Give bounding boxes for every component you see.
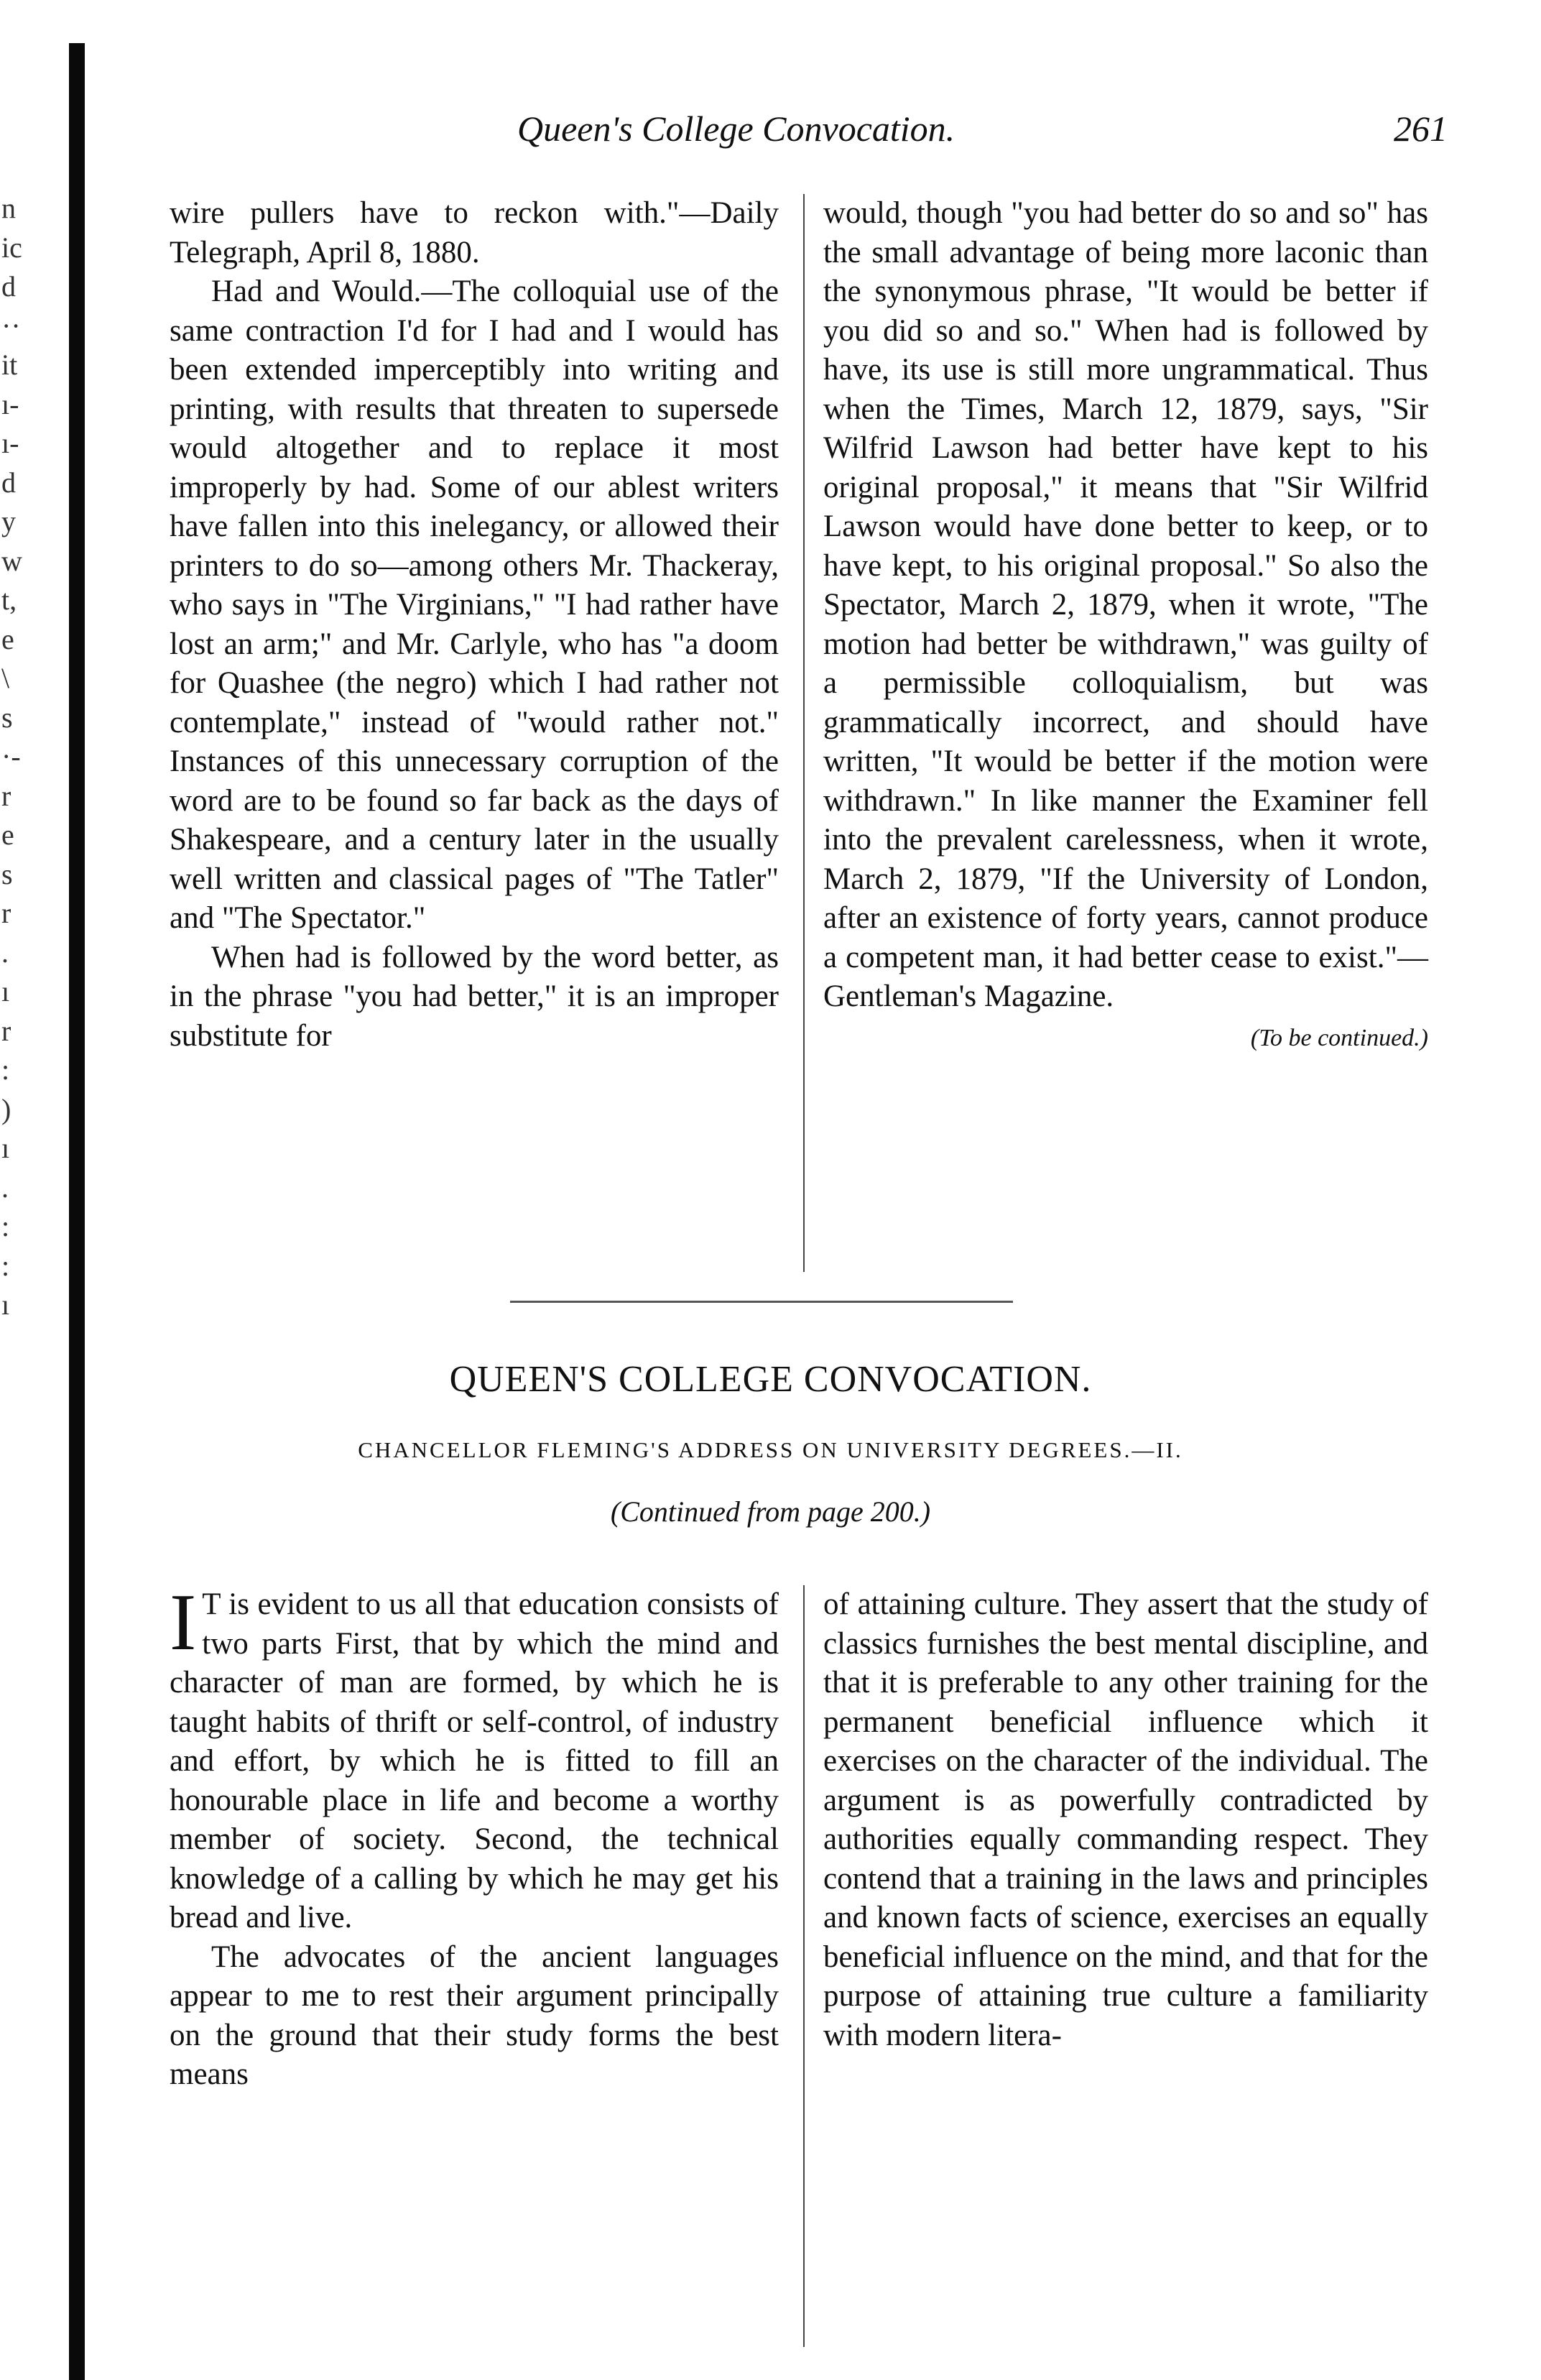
margin-fragment: :	[1, 1249, 10, 1282]
margin-fragment: y	[1, 505, 16, 538]
page-number: 261	[1394, 109, 1448, 149]
article-title: QUEEN'S COLLEGE CONVOCATION.	[449, 1359, 1092, 1400]
column-divider	[803, 194, 805, 1272]
margin-fragment: \	[1, 662, 10, 694]
binding-gutter	[69, 43, 85, 2380]
margin-fragment: s	[1, 857, 13, 890]
margin-fragment: )	[1, 1092, 11, 1125]
paragraph: of attaining culture. They assert that the study of classics furnishes the best mental discipline, and that it is preferable to any other training for the permanent beneficial influence which it exercises on the character of the individual. The argument is as powerfully contradicted by authorities equally commanding respect. They contend that a training in the laws and principles and known facts of science, exercises an equally beneficial influence on the mind, and that for the purpose of attaining true culture a familiarity with modern litera-	[823, 1587, 1428, 2052]
margin-fragment: it	[1, 349, 18, 381]
to-be-continued: (To be continued.)	[1250, 1024, 1428, 1051]
margin-fragment: .	[1, 936, 9, 969]
margin-fragment: d	[1, 466, 16, 499]
running-header	[0, 108, 1541, 158]
margin-fragment: w	[1, 544, 22, 577]
margin-fragment: t,	[1, 584, 17, 616]
continued-note: (Continued from page 200.)	[610, 1495, 931, 1528]
margin-fragment: ı-	[1, 427, 19, 459]
margin-fragment: ··	[1, 309, 21, 342]
paragraph: wire pullers have to reckon with."—Daily Telegraph, April 8, 1880.	[170, 196, 779, 269]
article-right-column	[823, 1585, 1428, 2055]
margin-fragment: ic	[1, 231, 22, 264]
margin-fragment: ·-	[1, 740, 21, 772]
margin-fragment: ı	[1, 1132, 10, 1164]
margin-fragment: :	[1, 1210, 10, 1242]
top-left-column	[170, 194, 779, 1056]
margin-fragment: s	[1, 701, 13, 734]
running-title: Queen's College Convocation.	[517, 109, 955, 149]
margin-fragment: e	[1, 818, 14, 851]
paragraph: When had is followed by the word better, as in the phrase "you had better," it is an improper substitute for	[170, 940, 779, 1053]
paragraph: Had and Would.—The colloquial use of the same contraction I'd for I had and I would has been extended imperceptibly into writing and printing, with results that threaten to supersede would altogether and to replace it most improperly by had. Some of our ablest writers have fallen into this inelegancy, or allowed their printers to do so—among others Mr. Thackeray, who says in "The Virginians," "I had rather have lost an arm;" and Mr. Carlyle, who has "a doom for Quashee (the negro) which I had rather not contemplate," instead of "would rather not." Instances of this unnecessary corruption of the word are to be found so far back as the days of Shakespeare, and a century later in the usually well written and classical pages of "The Tatler" and "The Spectator."	[170, 275, 779, 935]
margin-fragment: r	[1, 897, 11, 929]
margin-fragment: ı	[1, 1288, 10, 1321]
article-left-column	[170, 1578, 779, 2095]
article-subtitle: CHANCELLOR FLEMING'S ADDRESS ON UNIVERSITY DEGREES.—II.	[358, 1437, 1183, 1462]
margin-fragment: n	[1, 192, 16, 224]
margin-fragment: e	[1, 622, 14, 655]
margin-fragment: ı	[1, 975, 10, 1007]
margin-fragment: r	[1, 1014, 11, 1047]
margin-fragment: .	[1, 1171, 9, 1204]
column-divider	[803, 1585, 805, 2347]
section-separator	[510, 1301, 1013, 1303]
top-right-column	[823, 194, 1428, 1058]
paragraph: I T is evident to us all that education consists of two parts First, that by which the mind and character of man are formed, by which he is taught habits of thrift or self-control, of industry and effort, by which he is fitted to fill an honourable place in life and become a worthy member of society. Second, the technical knowledge of a calling by which he may get his bread and live.	[170, 1578, 779, 1934]
drop-cap: I	[170, 1578, 197, 1667]
paragraph: would, though "you had better do so and so" has the small advantage of being more laconic than the synonymous phrase, "It would be better if you did so and so." When had is followed by have, its use is still more ungrammatical. Thus when the Times, March 12, 1879, says, "Sir Wilfrid Lawson had better have kept to his original proposal," it means that "Sir Wilfrid Lawson would have done better to keep, or to have kept, to his original proposal." So also the Spectator, March 2, 1879, when it wrote, "The motion had better be withdrawn," was guilty of a permissible colloquialism, but was grammatically incorrect, and should have written, "It would be better if the motion were withdrawn." In like manner the Examiner fell into the prevalent carelessness, when it wrote, March 2, 1879, "If the University of London, after an existence of forty years, cannot produce a competent man, it had better cease to exist."—Gentleman's Magazine.	[823, 196, 1428, 1013]
margin-fragment: r	[1, 779, 11, 812]
paragraph: The advocates of the ancient languages appear to me to rest their argument principally on the ground that their study forms the best means	[170, 1939, 779, 2091]
margin-fragment: ı-	[1, 387, 19, 420]
margin-fragment: d	[1, 270, 16, 303]
margin-fragment: :	[1, 1053, 10, 1086]
